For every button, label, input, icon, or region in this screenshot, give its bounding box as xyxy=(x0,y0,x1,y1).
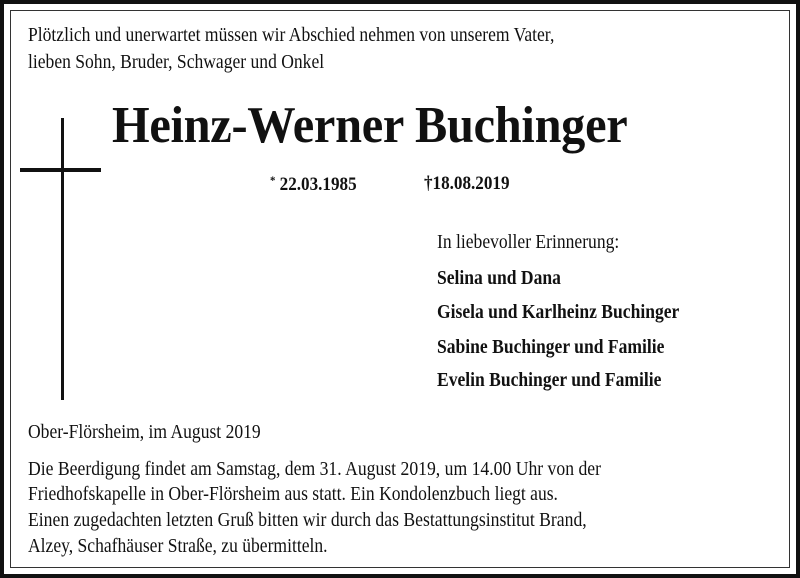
mourner: Sabine Buchinger und Familie xyxy=(437,337,665,358)
notice-line-4: Alzey, Schafhäuser Straße, zu übermitteln. xyxy=(28,536,328,557)
notice-line-3: Einen zugedachten letzten Gruß bitten wir durch das Bestattungsinstitut Brand, xyxy=(28,510,587,531)
birth-date-value: 22.03.1985 xyxy=(279,174,357,195)
deceased-name: Heinz-Werner Buchinger xyxy=(112,97,628,154)
intro-line-2: lieben Sohn, Bruder, Schwager und Onkel xyxy=(28,52,325,73)
mourner: Gisela und Karlheinz Buchinger xyxy=(437,302,680,323)
mourner: Evelin Buchinger und Familie xyxy=(437,370,662,391)
cross-icon-bar xyxy=(20,168,101,172)
death-symbol: † xyxy=(424,173,433,194)
cross-icon xyxy=(61,118,64,400)
death-date-value: 18.08.2019 xyxy=(432,173,510,194)
intro-line-1: Plötzlich und unerwartet müssen wir Abschied nehmen von unserem Vater, xyxy=(28,25,555,46)
birth-date xyxy=(270,174,357,194)
memory-heading: In liebevoller Erinnerung: xyxy=(437,232,620,253)
notice-line-1: Die Beerdigung findet am Samstag, dem 31. August 2019, um 14.00 Uhr von der xyxy=(28,459,601,480)
mourner: Selina und Dana xyxy=(437,268,561,289)
death-date xyxy=(424,174,510,193)
birth-symbol: * xyxy=(270,173,276,187)
place-date: Ober-Flörsheim, im August 2019 xyxy=(28,422,261,443)
notice-line-2: Friedhofskapelle in Ober-Flörsheim aus statt. Ein Kondolenzbuch liegt aus. xyxy=(28,484,558,505)
